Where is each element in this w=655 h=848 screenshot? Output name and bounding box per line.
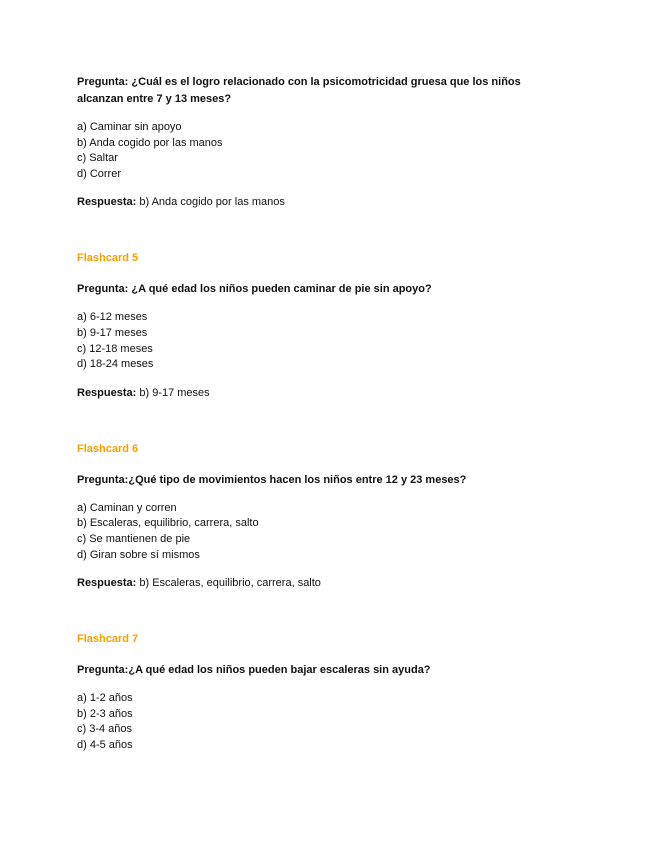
question-label: Pregunta: xyxy=(77,473,129,486)
answer xyxy=(77,195,577,210)
flashcard-content xyxy=(77,74,577,754)
option-d: d) Giran sobre sí mismos xyxy=(77,548,200,561)
option-c: c) 12-18 meses xyxy=(77,342,153,355)
options-list xyxy=(77,691,577,753)
question xyxy=(77,472,577,489)
option-a: a) 1-2 años xyxy=(77,692,133,705)
question xyxy=(77,281,577,298)
option-a: a) Caminar sin apoyo xyxy=(77,121,182,133)
flashcard-7 xyxy=(77,632,577,753)
question xyxy=(77,662,577,679)
option-c: c) Se mantienen de pie xyxy=(77,532,191,545)
option-d: d) Correr xyxy=(77,167,122,180)
question-text-line2: alcanzan entre 7 y 13 meses? xyxy=(77,93,232,105)
flashcard-title: Flashcard 7 xyxy=(77,633,139,646)
question-label: Pregunta: xyxy=(77,664,129,677)
answer xyxy=(77,386,577,401)
option-b: b) Anda cogido por las manos xyxy=(77,136,223,149)
flashcard-4 xyxy=(77,74,577,210)
question-text: ¿Qué tipo de movimientos hacen los niños entre 12 y 23 meses? xyxy=(128,473,467,486)
option-b: b) Escaleras, equilibrio, carrera, salto xyxy=(77,517,259,530)
option-b: b) 9-17 meses xyxy=(77,326,148,339)
option-d: d) 18-24 meses xyxy=(77,358,154,371)
option-a: a) Caminan y corren xyxy=(77,501,177,514)
question-label: Pregunta: xyxy=(77,283,129,296)
answer-label: Respuesta: xyxy=(77,577,137,590)
answer-text: b) Anda cogido por las manos xyxy=(136,196,285,209)
options-list xyxy=(77,120,577,182)
answer-label: Respuesta: xyxy=(77,196,137,209)
flashcard-title: Flashcard 6 xyxy=(77,442,139,455)
answer-text: b) Escaleras, equilibrio, carrera, salto xyxy=(136,577,321,590)
question-text: ¿Cuál es el logro relacionado con la psicomotricidad gruesa que los niños xyxy=(128,76,521,88)
options-list xyxy=(77,310,577,372)
option-a: a) 6-12 meses xyxy=(77,311,148,324)
flashcard-5 xyxy=(77,251,577,400)
answer-text: b) 9-17 meses xyxy=(136,386,210,399)
question-text: ¿A qué edad los niños pueden caminar de pie sin apoyo? xyxy=(128,283,432,296)
option-c: c) Saltar xyxy=(77,152,118,165)
flashcard-title: Flashcard 5 xyxy=(77,252,139,265)
answer xyxy=(77,576,577,591)
question-label: Pregunta: xyxy=(77,76,129,88)
option-c: c) 3-4 años xyxy=(77,723,133,736)
flashcard-6 xyxy=(77,442,577,591)
question-text: ¿A qué edad los niños pueden bajar escaleras sin ayuda? xyxy=(128,664,431,677)
option-d: d) 4-5 años xyxy=(77,738,133,751)
question xyxy=(77,74,577,108)
answer-label: Respuesta: xyxy=(77,386,137,399)
options-list xyxy=(77,501,577,563)
option-b: b) 2-3 años xyxy=(77,707,133,720)
